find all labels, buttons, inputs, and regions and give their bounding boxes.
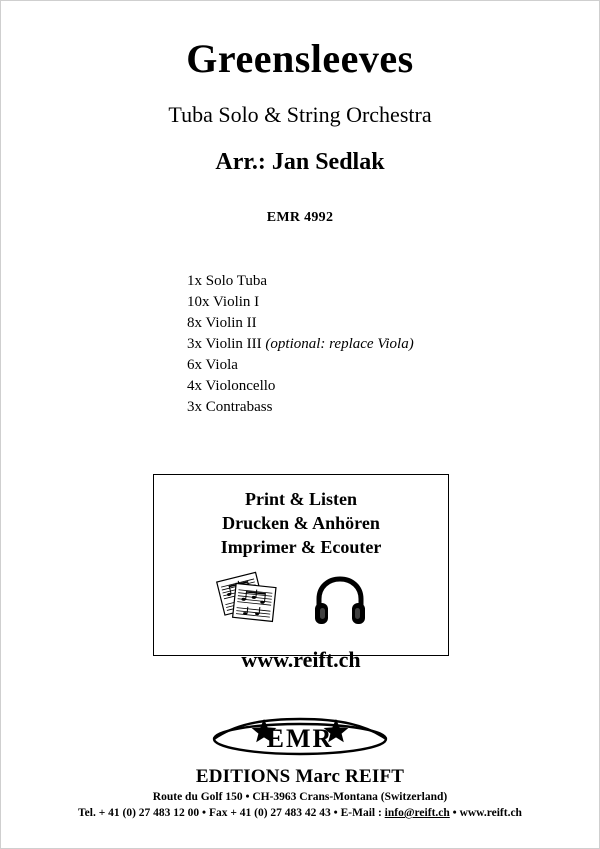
part-count: 4x [187, 378, 202, 394]
instrumentation-list [187, 271, 414, 418]
promo-website-link[interactable]: www.reift.ch [241, 647, 361, 672]
catalog-reference: EMR 4992 [266, 210, 334, 225]
print-and-listen-box [153, 474, 449, 672]
list-item [187, 355, 414, 376]
emr-logo [1, 713, 599, 766]
list-item [187, 313, 414, 334]
part-name: Contrabass [205, 399, 273, 415]
part-note: (optional: replace Viola) [265, 336, 414, 352]
list-item [187, 292, 414, 313]
part-name: Violoncello [205, 378, 276, 394]
arranger-credit: Arr.: Jan Sedlak [215, 149, 385, 175]
list-item [187, 334, 414, 355]
part-count: 10x [187, 294, 210, 310]
publisher-name: EDITIONS Marc REIFT [195, 766, 405, 787]
publisher-contact [1, 807, 599, 819]
sheet-music-icon [200, 571, 286, 634]
list-item [187, 376, 414, 397]
part-name: Violin III [205, 336, 262, 352]
part-count: 6x [187, 357, 202, 373]
instrumentation-subtitle: Tuba Solo & String Orchestra [168, 102, 432, 127]
part-name: Solo Tuba [205, 273, 268, 289]
emr-logo-text: EMR [266, 724, 334, 753]
part-name: Viola [205, 357, 238, 373]
part-count: 1x [187, 273, 202, 289]
part-count: 3x [187, 336, 202, 352]
contact-phone-fax: Tel. + 41 (0) 27 483 12 00 • Fax + 41 (0) 27 483 42 43 • E-Mail : [78, 807, 385, 819]
website-text[interactable]: www.reift.ch [459, 807, 522, 819]
email-link[interactable]: info@reift.ch [384, 807, 450, 819]
contact-separator: • [449, 807, 460, 819]
promo-line-german: Drucken & Anhören [222, 513, 380, 533]
part-name: Violin II [205, 315, 257, 331]
part-count: 3x [187, 399, 202, 415]
promo-illustrations [154, 571, 448, 633]
promo-line-french: Imprimer & Ecouter [220, 537, 382, 557]
page-title: Greensleeves [186, 36, 414, 81]
promo-line-english: Print & Listen [245, 489, 357, 509]
part-count: 8x [187, 315, 202, 331]
part-name: Violin I [212, 294, 260, 310]
list-item [187, 397, 414, 418]
promo-headings [154, 487, 448, 559]
headphones-icon [312, 573, 368, 634]
list-item [187, 271, 414, 292]
publisher-address: Route du Golf 150 • CH-3963 Crans-Montana (Switzerland) [152, 791, 448, 803]
